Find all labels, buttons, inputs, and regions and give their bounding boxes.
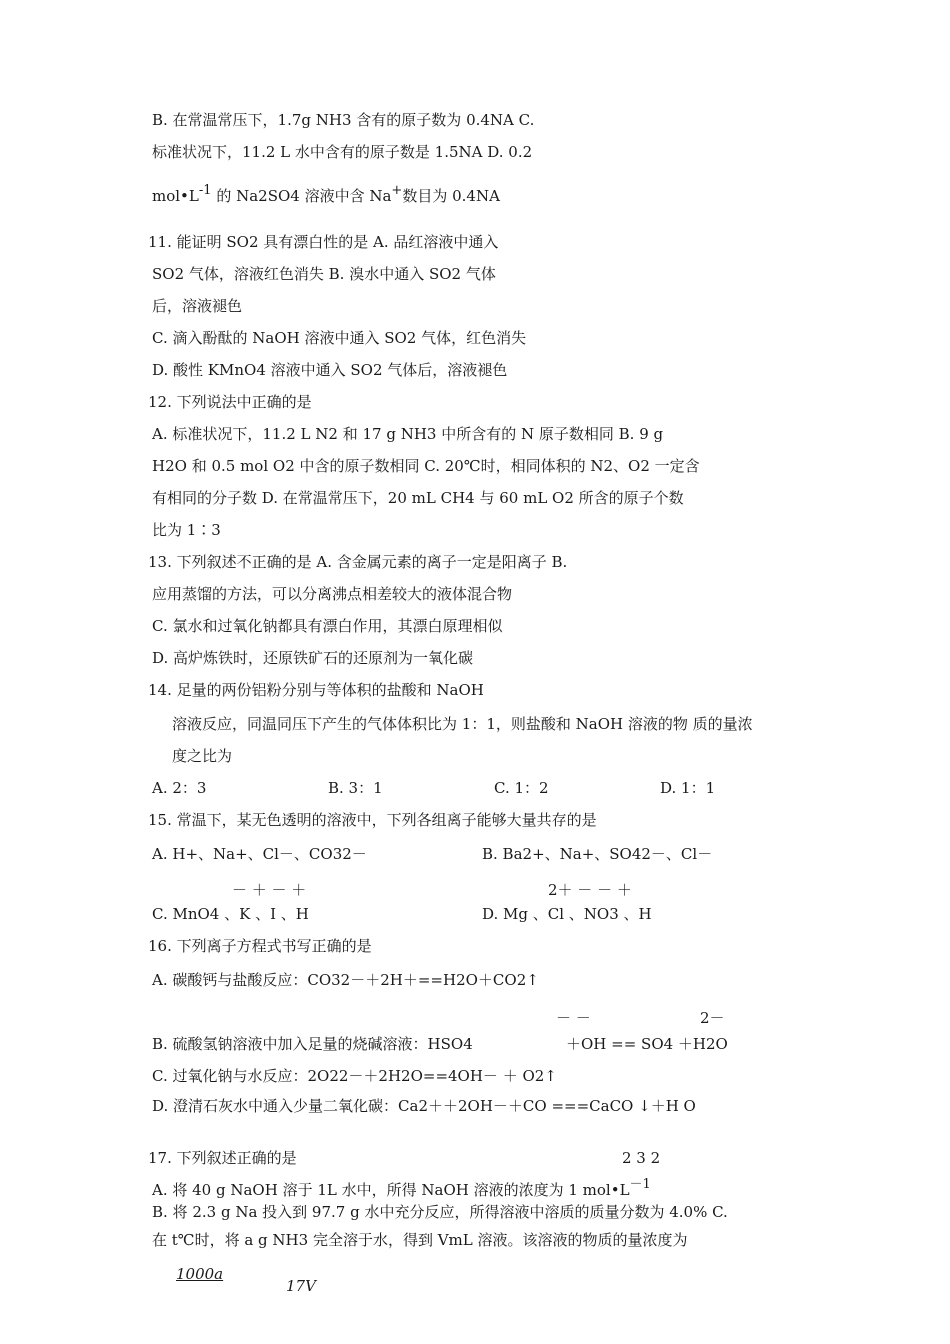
q10-text: 的 Na2SO4 溶液中含 Na	[211, 187, 392, 205]
q16-option-b-charges-2: 2－	[700, 1009, 725, 1027]
q11-option-c: C. 滴入酚酞的 NaOH 溶液中通入 SO2 气体，红色消失	[152, 329, 527, 347]
q16-option-b-rhs: ＋OH == SO4 ＋H2O	[566, 1035, 728, 1053]
q16-option-b-charges: － －	[556, 1009, 591, 1027]
q16-option-c: C. 过氧化钠与水反应：2O22－＋2H2O==4OH－ ＋ O2↑	[152, 1067, 557, 1085]
q14-option-d: D. 1：1	[660, 779, 716, 797]
q17-option-a	[152, 1177, 651, 1202]
q12-line-4: 有相同的分子数 D. 在常温常压下，20 mL CH4 与 60 mL O2 所含的原子个数	[152, 489, 684, 507]
q13-line-2: 应用蒸馏的方法，可以分离沸点相差较大的液体混合物	[152, 585, 513, 603]
q17-subscripts: 2 3 2	[622, 1149, 661, 1167]
q17-stem: 17. 下列叙述正确的是	[148, 1149, 297, 1167]
q16-option-b: B. 硫酸氢钠溶液中加入足量的烧碱溶液：HSO4	[152, 1035, 473, 1053]
q17-option-b: B. 将 2.3 g Na 投入到 97.7 g 水中充分反应，所得溶液中溶质的质量分数为 4.0% C.	[152, 1203, 728, 1221]
q12-line-2: A. 标准状况下，11.2 L N2 和 17 g NH3 中所含有的 N 原子数相同 B. 9 g	[152, 425, 664, 443]
q10-tail: 数目为 0.4NA	[402, 187, 500, 205]
q16-option-d: D. 澄清石灰水中通入少量二氧化碳：Ca2＋＋2OH－＋CO ===CaCO ↓＋H O	[152, 1097, 696, 1115]
q15-option-d-charges: 2＋ － － ＋	[548, 881, 632, 899]
q16-stem: 16. 下列离子方程式书写正确的是	[148, 937, 372, 955]
q10-line-3	[152, 183, 500, 208]
q11-stem: 11. 能证明 SO2 具有漂白性的是 A. 品红溶液中通入	[148, 233, 499, 251]
q10-line-1: B. 在常温常压下，1.7g NH3 含有的原子数为 0.4NA C.	[152, 111, 535, 129]
q12-stem: 12. 下列说法中正确的是	[148, 393, 312, 411]
q15-option-d: D. Mg 、Cl 、NO3 、H	[482, 905, 652, 923]
q17-option-a-text: A. 将 40 g NaOH 溶于 1L 水中，所得 NaOH 溶液的浓度为 1 mol•L	[152, 1181, 630, 1199]
q15-option-a: A. H+、Na+、Cl－、CO32－	[152, 845, 367, 863]
q15-option-c-charges: － ＋ － ＋	[232, 881, 307, 899]
q14-stem: 14. 足量的两份铝粉分别与等体积的盐酸和 NaOH	[148, 681, 484, 699]
q12-line-5: 比为 1∶3	[152, 521, 221, 539]
q10-charge: +	[391, 183, 403, 198]
q15-option-c: C. MnO4 、K 、I 、H	[152, 905, 309, 923]
q11-line-2: SO2 气体，溶液红色消失 B. 溴水中通入 SO2 气体	[152, 265, 496, 283]
q11-line-3: 后，溶液褪色	[152, 297, 243, 315]
q17-fraction-denominator: 17V	[286, 1277, 316, 1295]
q16-option-a: A. 碳酸钙与盐酸反应：CO32－＋2H＋==H2O＋CO2↑	[152, 971, 539, 989]
q14-option-c: C. 1：2	[494, 779, 549, 797]
q14-line-3: 度之比为	[172, 747, 233, 765]
q10-unit: mol•L	[152, 187, 199, 205]
q14-line-2: 溶液反应，同温同压下产生的气体体积比为 1：1，则盐酸和 NaOH 溶液的物 质的量浓	[172, 715, 753, 733]
q11-option-d: D. 酸性 KMnO4 溶液中通入 SO2 气体后，溶液褪色	[152, 361, 508, 379]
q15-stem: 15. 常温下，某无色透明的溶液中，下列各组离子能够大量共存的是	[148, 811, 597, 829]
q12-line-3: H2O 和 0.5 mol O2 中含的原子数相同 C. 20℃时，相同体积的 N2、O2 一定含	[152, 457, 700, 475]
q17-option-a-exp: －1	[629, 1177, 651, 1192]
q15-option-b: B. Ba2+、Na+、SO42－、Cl－	[482, 845, 713, 863]
q14-option-a: A. 2：3	[152, 779, 207, 797]
q14-option-b: B. 3：1	[328, 779, 383, 797]
q17-fraction-numerator: 1000a	[176, 1265, 224, 1283]
q13-stem: 13. 下列叙述不正确的是 A. 含金属元素的离子一定是阳离子 B.	[148, 553, 568, 571]
q10-line-2: 标准状况下，11.2 L 水中含有的原子数是 1.5NA D. 0.2	[152, 143, 533, 161]
q10-unit-exp: -1	[198, 183, 212, 198]
q13-option-c: C. 氯水和过氧化钠都具有漂白作用，其漂白原理相似	[152, 617, 503, 635]
q13-option-d: D. 高炉炼铁时，还原铁矿石的还原剂为一氧化碳	[152, 649, 474, 667]
q17-option-c: 在 t℃时，将 a g NH3 完全溶于水，得到 VmL 溶液。该溶液的物质的量浓度为	[152, 1231, 688, 1249]
